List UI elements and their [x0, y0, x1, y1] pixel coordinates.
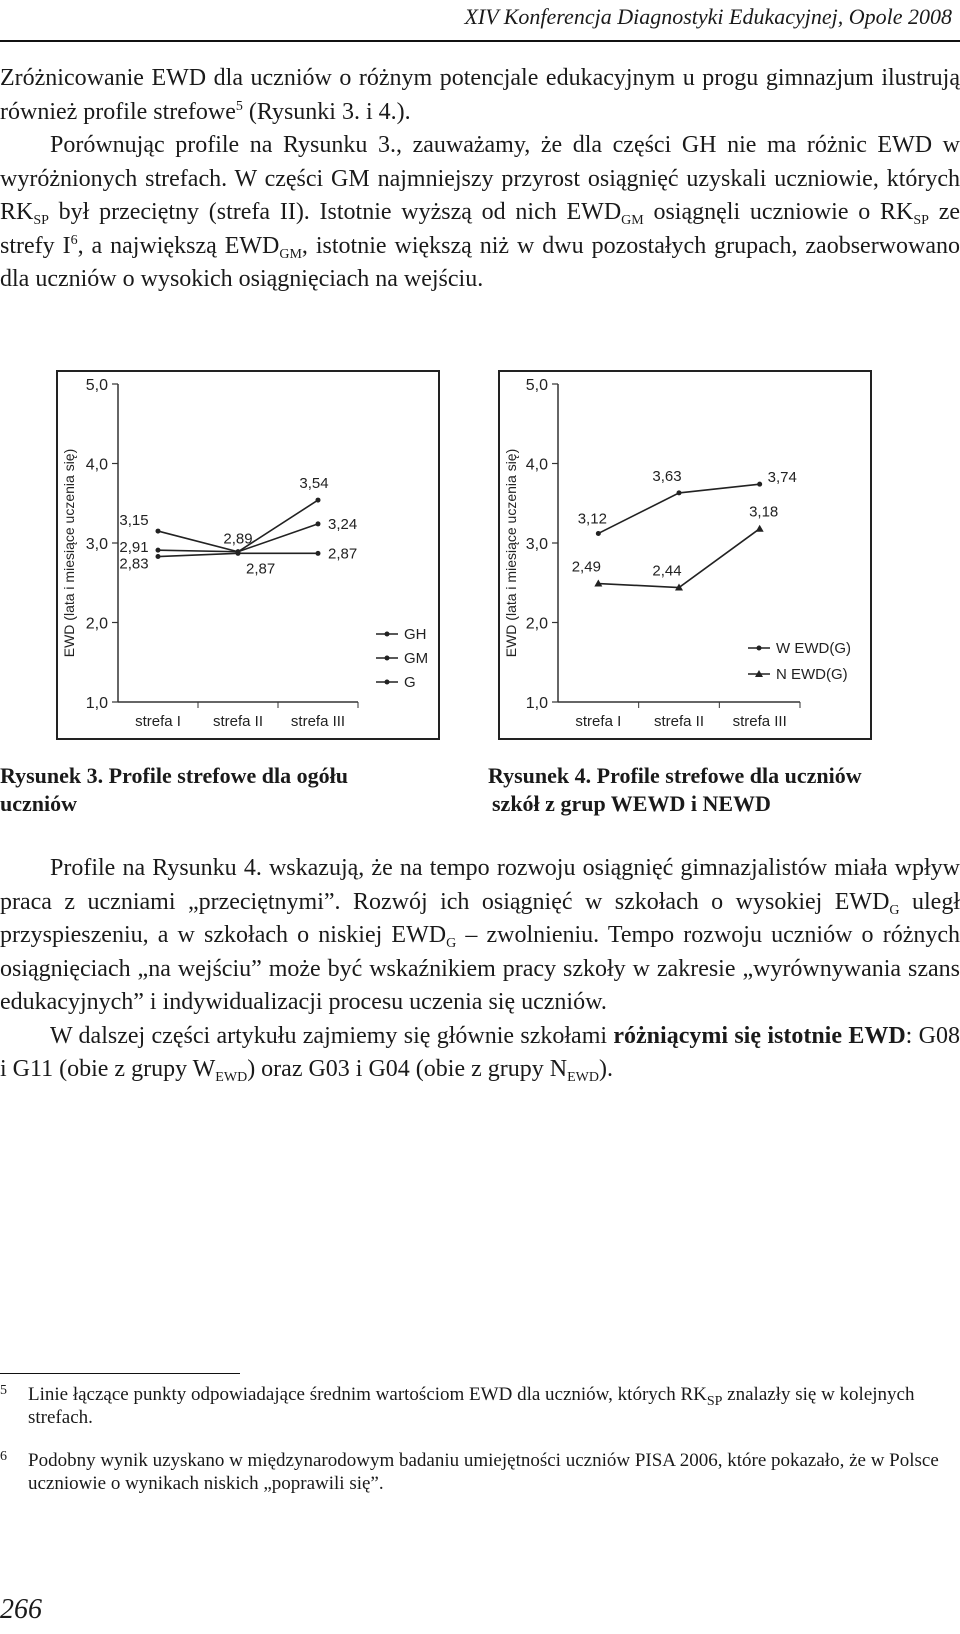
- subscript: G: [889, 902, 900, 918]
- p1-text-b: (Rysunki 3. i 4.).: [242, 98, 411, 125]
- p2-text-e: , a największą EWD: [77, 232, 280, 259]
- page-number: 266: [0, 1594, 42, 1625]
- p2-text-c: osiągnęli uczniowie o RK: [643, 199, 914, 225]
- footnote-text: Podobny wynik uzyskano w międzynarodowym badaniu umiejętności uczniów PISA 2006, które pokazało, że w Polsce uczniowie o wynikach niskich „poprawili się”.: [28, 1450, 939, 1494]
- data-label: 3,12: [577, 510, 607, 528]
- legend-marker: [757, 646, 762, 651]
- y-tick-label: 5,0: [85, 377, 108, 394]
- data-point: [677, 490, 682, 495]
- p2-text-b: był przeciętny (strefa II). Istotnie wyższą od nich EWD: [48, 199, 622, 225]
- footnote-text: znalazły się w kolejnych strefach.: [28, 1384, 915, 1428]
- data-label: 2,49: [571, 558, 601, 576]
- p3-text-c: – zwolnieniu. Tempo rozwoju uczniów o różnych osiągnięciach „na wejściu” może być wskaźnikiem pracy szkoły w zakresie „wyrównywania szans edukacyjnych” i indywidualizacji procesu uczenia się uczniów.: [0, 922, 960, 1015]
- legend-label: W EWD(G): [776, 640, 851, 657]
- subscript: EWD: [567, 1070, 599, 1085]
- legend-label: G: [404, 674, 416, 691]
- subscript: EWD: [215, 1070, 248, 1085]
- data-label: 3,63: [652, 467, 682, 485]
- data-point: [316, 498, 321, 503]
- x-tick-label: strefa II: [653, 713, 705, 730]
- subscript: GM: [279, 246, 302, 262]
- y-tick-label: 3,0: [85, 536, 108, 553]
- y-tick-label: 3,0: [525, 536, 548, 553]
- p4-text-c: ) oraz G03 i G04 (obie z grupy N: [247, 1056, 568, 1082]
- p4-text-d: ).: [599, 1056, 613, 1082]
- data-label: 2,83: [119, 555, 149, 573]
- data-label: 3,18: [749, 503, 779, 521]
- footnote-rule: [0, 1373, 240, 1374]
- chart-svg: [58, 372, 438, 738]
- subscript: SP: [913, 213, 929, 228]
- y-axis-label: EWD (lata i miesiące uczenia się): [61, 448, 77, 658]
- data-label: 3,15: [119, 512, 149, 530]
- figure-4-caption: [488, 762, 958, 818]
- y-tick-label: 4,0: [85, 456, 108, 474]
- paragraph-1: [0, 62, 960, 297]
- data-label: 3,54: [299, 475, 329, 493]
- paragraph-3: [0, 852, 960, 1087]
- x-tick-label: strefa I: [135, 713, 181, 730]
- caption-line: Rysunek 4. Profile strefowe dla uczniów: [488, 763, 862, 788]
- caption-line: Rysunek 3. Profile strefowe dla ogółu: [0, 763, 348, 788]
- y-tick-label: 1,0: [525, 695, 548, 712]
- data-point: [236, 549, 241, 554]
- data-label: 2,87: [246, 560, 276, 578]
- data-point: [156, 548, 161, 553]
- subscript: SP: [706, 1394, 723, 1409]
- y-tick-label: 1,0: [85, 695, 108, 712]
- figure-4-chart: [498, 370, 872, 740]
- header-rule: [0, 40, 960, 42]
- p3-text-a: Profile na Rysunku 4. wskazują, że na tempo rozwoju osiągnięć gimnazjalistów miała wpływ praca z uczniami „przeciętnymi”. Rozwój ich osiągnięć w szkołach o wysokiej EWD: [0, 855, 960, 915]
- data-label: 2,44: [652, 562, 682, 580]
- y-tick-label: 4,0: [525, 456, 548, 474]
- subscript: GM: [621, 213, 644, 228]
- footnote-ref-5[interactable]: 5: [235, 98, 243, 114]
- x-tick-label: strefa III: [732, 713, 787, 730]
- legend-marker: [385, 680, 390, 685]
- legend-label: N EWD(G): [776, 666, 848, 683]
- subscript: SP: [33, 213, 49, 228]
- data-point: [316, 521, 321, 526]
- figure-3-caption: [0, 762, 440, 818]
- data-point: [756, 525, 764, 532]
- footnote-number: 5: [0, 1383, 7, 1398]
- data-label: 2,89: [223, 530, 253, 548]
- caption-line: uczniów: [0, 791, 77, 816]
- footnote-number: 6: [0, 1449, 7, 1464]
- y-tick-label: 2,0: [85, 615, 108, 633]
- chart-svg: [500, 372, 870, 738]
- data-point: [757, 482, 762, 487]
- p1-text-a: Zróżnicowanie EWD dla uczniów o różnym potencjale edukacyjnym u progu gimnazjum ilustrują również profile strefowe: [0, 65, 960, 125]
- y-axis-label: EWD (lata i miesiące uczenia się): [503, 448, 519, 658]
- paragraph-2: [0, 129, 960, 297]
- data-label: 3,24: [328, 515, 358, 533]
- y-tick-label: 5,0: [525, 377, 548, 394]
- data-point: [156, 529, 161, 534]
- figure-3-chart: [56, 370, 440, 740]
- running-header: XIV Konferencja Diagnostyki Edukacyjnej, Opole 2008: [464, 4, 952, 29]
- p4-bold-text: różniącymi się istotnie EWD: [613, 1022, 906, 1049]
- p4-text-a: W dalszej części artykułu zajmiemy się głównie szkołami: [50, 1022, 614, 1049]
- x-tick-label: strefa I: [575, 713, 622, 730]
- data-point: [596, 531, 601, 536]
- legend-marker: [385, 656, 390, 661]
- p2-text-d: ze strefy I: [0, 199, 960, 259]
- footnote-text: Linie łączące punkty odpowiadające średnim wartościom EWD dla uczniów, których RK: [28, 1384, 707, 1405]
- x-tick-label: strefa III: [290, 713, 346, 730]
- x-tick-label: strefa II: [212, 713, 264, 730]
- p2-text-f: , istotnie większą niż w dwu pozostałych grupach, zaobserwowano dla uczniów o wysokich osiągnięciach na wejściu.: [0, 232, 960, 292]
- data-label: 2,91: [119, 539, 149, 557]
- data-label: 3,74: [767, 469, 797, 487]
- data-point: [316, 551, 321, 556]
- p3-text-b: uległ przyspieszeniu, a w szkołach o niskiej EWD: [0, 888, 960, 948]
- legend-label: GH: [404, 626, 427, 643]
- subscript: G: [446, 936, 457, 951]
- data-point: [156, 554, 161, 559]
- y-tick-label: 2,0: [525, 615, 548, 633]
- data-label: 2,87: [328, 545, 358, 563]
- paragraph-4: [0, 1020, 960, 1087]
- p4-text-b: : G08 i G11 (obie z grupy W: [0, 1022, 960, 1082]
- caption-line: szkół z grup WEWD i NEWD: [492, 791, 771, 816]
- p2-text-a: Porównując profile na Rysunku 3., zauważamy, że dla części GH nie ma różnic EWD w wyróżnionych strefach. W części GM najmniejszy przyrost osiągnięć uzyskali uczniowie, których RK: [0, 132, 960, 225]
- legend-marker: [385, 632, 390, 637]
- footnote-ref-6[interactable]: 6: [70, 232, 78, 248]
- legend-label: GM: [404, 650, 429, 667]
